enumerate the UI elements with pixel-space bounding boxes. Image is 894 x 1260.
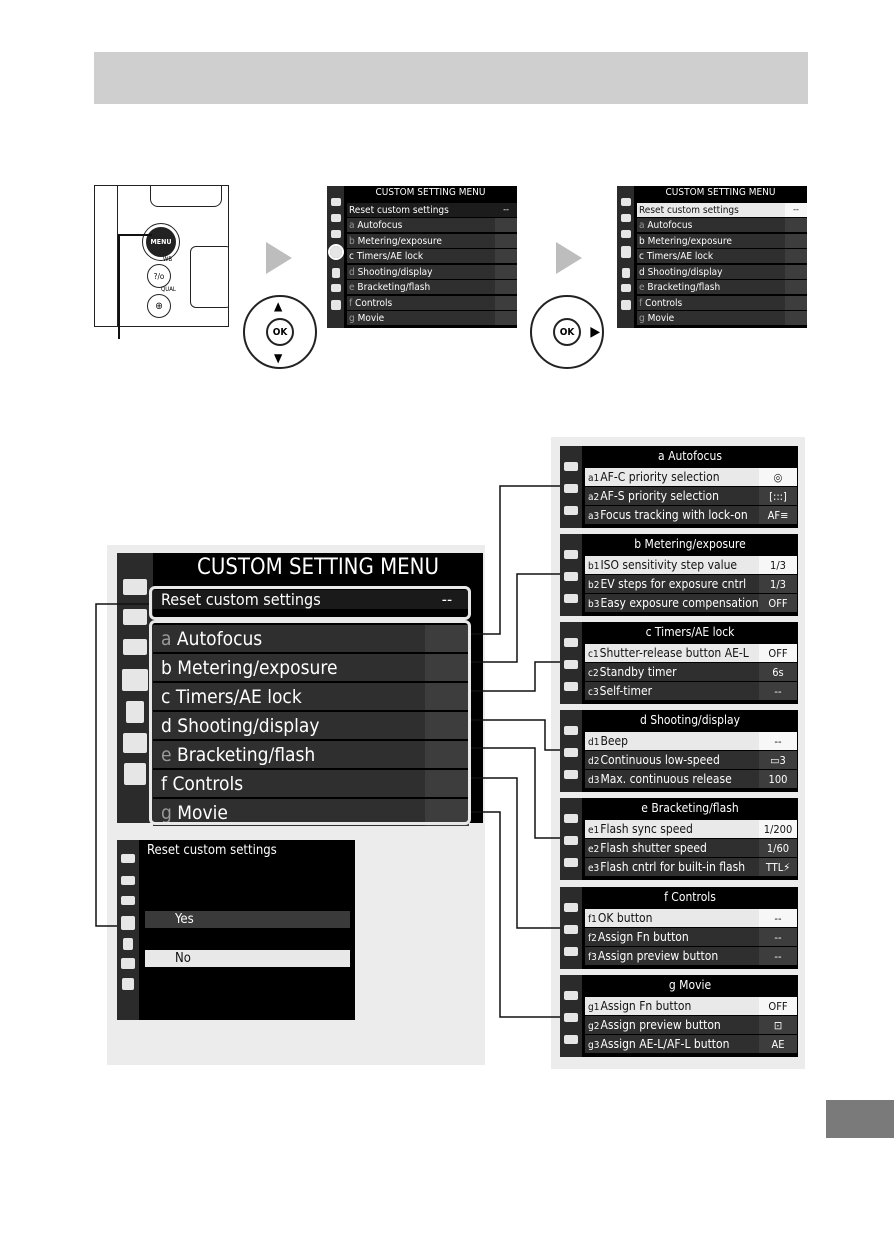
qual-label: QUAL — [161, 286, 176, 293]
submenu-title: c Timers/AE lock — [645, 625, 735, 639]
dialog-title: Reset custom settings — [147, 843, 277, 858]
camera-icon — [564, 836, 578, 845]
menu-sidebar — [560, 534, 582, 616]
setting-row[interactable]: d3Max. continuous release 100 — [585, 770, 797, 788]
menu-item-metering[interactable]: b Metering/exposure — [637, 234, 807, 248]
setting-row[interactable]: e1Flash sync speed 1/200 — [585, 820, 797, 838]
menu-button[interactable]: MENU — [143, 224, 179, 260]
camera-icon — [564, 572, 578, 581]
setting-value: -- — [759, 909, 797, 927]
setting-row[interactable]: f1OK button -- — [585, 909, 797, 927]
setting-value: [:::] — [759, 487, 797, 505]
no-option[interactable]: No — [145, 950, 350, 967]
submenu-screen-3 — [560, 710, 798, 792]
playback-icon — [564, 638, 578, 647]
menu-item-movie[interactable]: g Movie — [153, 799, 469, 826]
setting-row[interactable]: b2EV steps for exposure cntrl 1/3 — [585, 575, 797, 593]
setting-value: OFF — [759, 594, 797, 612]
setting-value: ◎ — [759, 468, 797, 486]
ok-button[interactable]: OK — [266, 318, 294, 346]
reset-row[interactable]: Reset custom settings -- — [347, 203, 517, 217]
camera-icon — [564, 660, 578, 669]
ok-button[interactable]: OK — [553, 318, 581, 346]
playback-icon — [564, 814, 578, 823]
movie-icon — [564, 947, 578, 956]
menu-title: CUSTOM SETTING MENU — [665, 187, 776, 198]
up-arrow-icon: ▲ — [274, 299, 283, 313]
menu-item-timers[interactable]: c Timers/AE lock — [637, 249, 807, 263]
setting-value: -- — [759, 928, 797, 946]
submenu-screen-4 — [560, 798, 798, 880]
menu-item-shooting[interactable]: d Shooting/display — [347, 265, 517, 279]
menu-item-bracketing[interactable]: e Bracketing/flash — [347, 280, 517, 294]
reset-row[interactable]: Reset custom settings -- — [637, 203, 807, 217]
menu-item-movie[interactable]: g Movie — [347, 311, 517, 325]
menu-sidebar — [560, 710, 582, 792]
setting-value: AF≡ — [759, 506, 797, 524]
setting-value: ▭3 — [759, 751, 797, 769]
submenu-screen-2 — [560, 622, 798, 704]
menu-sidebar — [560, 622, 582, 704]
setting-value: OFF — [759, 997, 797, 1015]
submenu-screen-5 — [560, 887, 798, 969]
setting-row[interactable]: g2Assign preview button ⊡ — [585, 1016, 797, 1034]
movie-icon — [564, 1035, 578, 1044]
playback-icon — [564, 903, 578, 912]
setting-value: 1/3 — [759, 556, 797, 574]
menu-sidebar — [560, 798, 582, 880]
menu-sidebar — [560, 975, 582, 1057]
setting-row[interactable]: d2Continuous low-speed ▭3 — [585, 751, 797, 769]
setting-row[interactable]: f2Assign Fn button -- — [585, 928, 797, 946]
submenu-title: e Bracketing/flash — [641, 801, 739, 815]
setting-row[interactable]: b3Easy exposure compensation OFF — [585, 594, 797, 612]
setting-row[interactable]: c3Self-timer -- — [585, 682, 797, 700]
setting-value: ⊡ — [759, 1016, 797, 1034]
playback-icon — [564, 991, 578, 1000]
setting-value: 1/3 — [759, 575, 797, 593]
camera-icon — [564, 925, 578, 934]
movie-icon — [564, 682, 578, 691]
menu-item-timers[interactable]: c Timers/AE lock — [153, 683, 469, 710]
submenu-title: a Autofocus — [658, 449, 722, 463]
menu-item-controls[interactable]: f Controls — [637, 296, 807, 310]
menu-item-shooting[interactable]: d Shooting/display — [637, 265, 807, 279]
menu-item-movie[interactable]: g Movie — [637, 311, 807, 325]
right-arrow-icon: ▶ — [590, 324, 600, 340]
setting-value: 1/200 — [759, 820, 797, 838]
setting-row[interactable]: b1ISO sensitivity step value 1/3 — [585, 556, 797, 574]
setting-value: -- — [759, 947, 797, 965]
submenu-title: g Movie — [668, 978, 712, 992]
setting-row[interactable]: c2Standby timer 6s — [585, 663, 797, 681]
camera-icon — [564, 1013, 578, 1022]
setting-value: -- — [759, 682, 797, 700]
submenu-screen-0 — [560, 446, 798, 528]
setting-row[interactable]: a1AF-C priority selection ◎ — [585, 468, 797, 486]
menu-item-metering[interactable]: b Metering/exposure — [347, 234, 517, 248]
setting-row[interactable]: a2AF-S priority selection [:::] — [585, 487, 797, 505]
movie-icon — [564, 506, 578, 515]
down-arrow-icon: ▼ — [274, 351, 283, 365]
menu-item-controls[interactable]: f Controls — [153, 770, 469, 797]
movie-icon — [564, 770, 578, 779]
setting-row[interactable]: g3Assign AE-L/AF-L button AE — [585, 1035, 797, 1053]
menu-item-metering[interactable]: b Metering/exposure — [153, 654, 469, 681]
submenu-title: f Controls — [664, 890, 716, 904]
setting-row[interactable]: d1Beep -- — [585, 732, 797, 750]
menu-title: CUSTOM SETTING MENU — [197, 555, 439, 580]
menu-item-bracketing[interactable]: e Bracketing/flash — [153, 741, 469, 768]
submenu-screen-6 — [560, 975, 798, 1057]
playback-icon — [564, 726, 578, 735]
submenu-title: d Shooting/display — [639, 713, 741, 727]
section-tab — [826, 1100, 894, 1138]
menu-item-autofocus[interactable]: a Autofocus — [637, 218, 807, 232]
movie-icon — [564, 858, 578, 867]
menu-item-bracketing[interactable]: e Bracketing/flash — [637, 280, 807, 294]
movie-icon — [564, 594, 578, 603]
submenu-title: b Metering/exposure — [634, 537, 746, 551]
setting-value: AE — [759, 1035, 797, 1053]
playback-icon — [564, 550, 578, 559]
menu-sidebar — [560, 446, 582, 528]
menu-title: CUSTOM SETTING MENU — [375, 187, 486, 198]
menu-sidebar — [560, 887, 582, 969]
setting-row[interactable]: f3Assign preview button -- — [585, 947, 797, 965]
setting-row[interactable]: g1Assign Fn button OFF — [585, 997, 797, 1015]
setting-row[interactable]: a3Focus tracking with lock-on AF≡ — [585, 506, 797, 524]
wb-label: WB — [163, 256, 173, 263]
setting-value: OFF — [759, 644, 797, 662]
menu-item-controls[interactable]: f Controls — [347, 296, 517, 310]
setting-row[interactable]: c1Shutter-release button AE-L OFF — [585, 644, 797, 662]
playback-icon — [564, 462, 578, 471]
setting-value: 1/60 — [759, 839, 797, 857]
setting-value: 6s — [759, 663, 797, 681]
setting-value: -- — [759, 732, 797, 750]
protect-button[interactable]: ?/o — [147, 264, 171, 288]
camera-icon — [564, 484, 578, 493]
menu-item-autofocus[interactable]: a Autofocus — [347, 218, 517, 232]
setting-row[interactable]: e2Flash shutter speed 1/60 — [585, 839, 797, 857]
menu-item-autofocus[interactable]: a Autofocus — [153, 625, 469, 652]
setting-value: 100 — [759, 770, 797, 788]
setting-row[interactable]: e3Flash cntrl for built-in flash TTL⚡ — [585, 858, 797, 876]
menu-item-timers[interactable]: c Timers/AE lock — [347, 249, 517, 263]
yes-option[interactable]: Yes — [145, 911, 350, 928]
submenu-screen-1 — [560, 534, 798, 616]
menu-item-shooting[interactable]: d Shooting/display — [153, 712, 469, 739]
camera-icon — [564, 748, 578, 757]
reset-row[interactable]: Reset custom settings -- — [153, 590, 469, 609]
zoom-in-icon[interactable]: ⊕ — [147, 294, 171, 318]
setting-value: TTL⚡ — [759, 858, 797, 876]
